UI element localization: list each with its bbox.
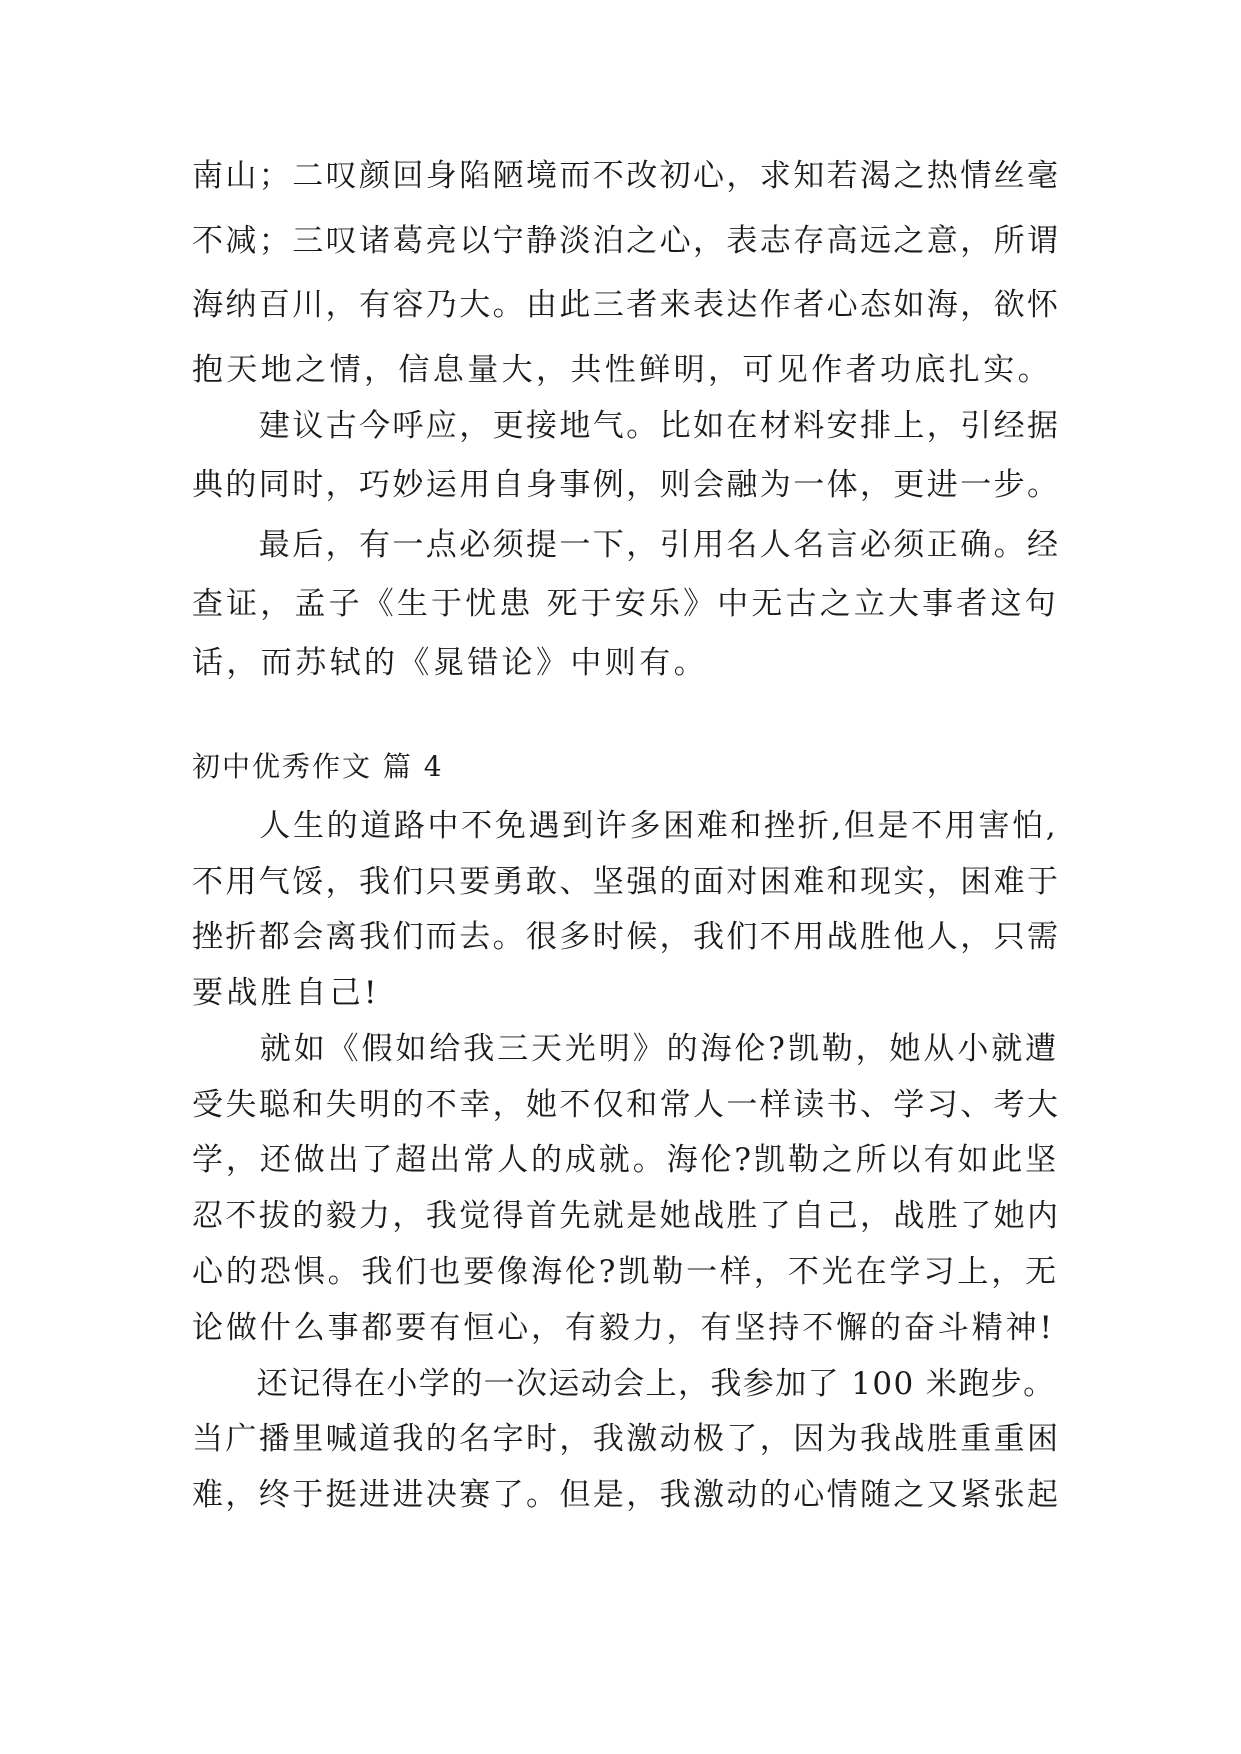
paragraph-line: 还记得在小学的一次运动会上，我参加了 100 米跑步。 [192,1366,1056,1402]
section-heading: 初中优秀作文 篇 4 [192,750,444,783]
paragraph-line: 就如《假如给我三天光明》的海伦?凯勒，她从小就遭 [192,1031,1060,1067]
paragraph-line: 当广播里喊道我的名字时，我激动极了，因为我战胜重重困 [192,1421,1061,1457]
paragraph-line: 抱天地之情，信息量大，共性鲜明，可见作者功底扎实。 [192,352,1052,388]
paragraph-line: 不用气馁，我们只要勇敢、坚强的面对困难和现实，困难于 [192,864,1061,900]
paragraph-line: 忍不拔的毅力，我觉得首先就是她战胜了自己，战胜了她内 [192,1198,1061,1234]
paragraph-line: 话，而苏轼的《晁错论》中则有。 [192,645,708,681]
paragraph-line: 典的同时，巧妙运用自身事例，则会融为一体，更进一步。 [192,467,1061,503]
paragraph-line: 查证，孟子《生于忧患 死于安乐》中无古之立大事者这句 [192,586,1059,622]
paragraph-line: 挫折都会离我们而去。很多时候，我们不用战胜他人，只需 [192,919,1061,955]
paragraph-line: 学，还做出了超出常人的成就。海伦?凯勒之所以有如此坚 [192,1142,1060,1178]
paragraph-line: 论做什么事都要有恒心，有毅力，有坚持不懈的奋斗精神! [192,1310,1055,1346]
paragraph-line: 难，终于挺进进决赛了。但是，我激动的心情随之又紧张起 [192,1477,1061,1513]
paragraph-line: 人生的道路中不免遇到许多困难和挫折,但是不用害怕, [192,808,1059,844]
paragraph-line: 南山；二叹颜回身陷陋境而不改初心，求知若渴之热情丝毫 [192,158,1061,194]
paragraph-line: 心的恐惧。我们也要像海伦?凯勒一样，不光在学习上，无 [192,1254,1060,1290]
paragraph-line: 建议古今呼应，更接地气。比如在材料安排上，引经据 [192,408,1061,444]
paragraph-line: 最后，有一点必须提一下，引用名人名言必须正确。经 [192,527,1061,563]
paragraph-line: 海纳百川，有容乃大。由此三者来表达作者心态如海，欲怀 [192,287,1061,323]
paragraph-line: 要战胜自己! [192,975,380,1011]
paragraph-line: 不减；三叹诸葛亮以宁静淡泊之心，表志存高远之意，所谓 [192,223,1061,259]
paragraph-line: 受失聪和失明的不幸，她不仅和常人一样读书、学习、考大 [192,1087,1061,1123]
